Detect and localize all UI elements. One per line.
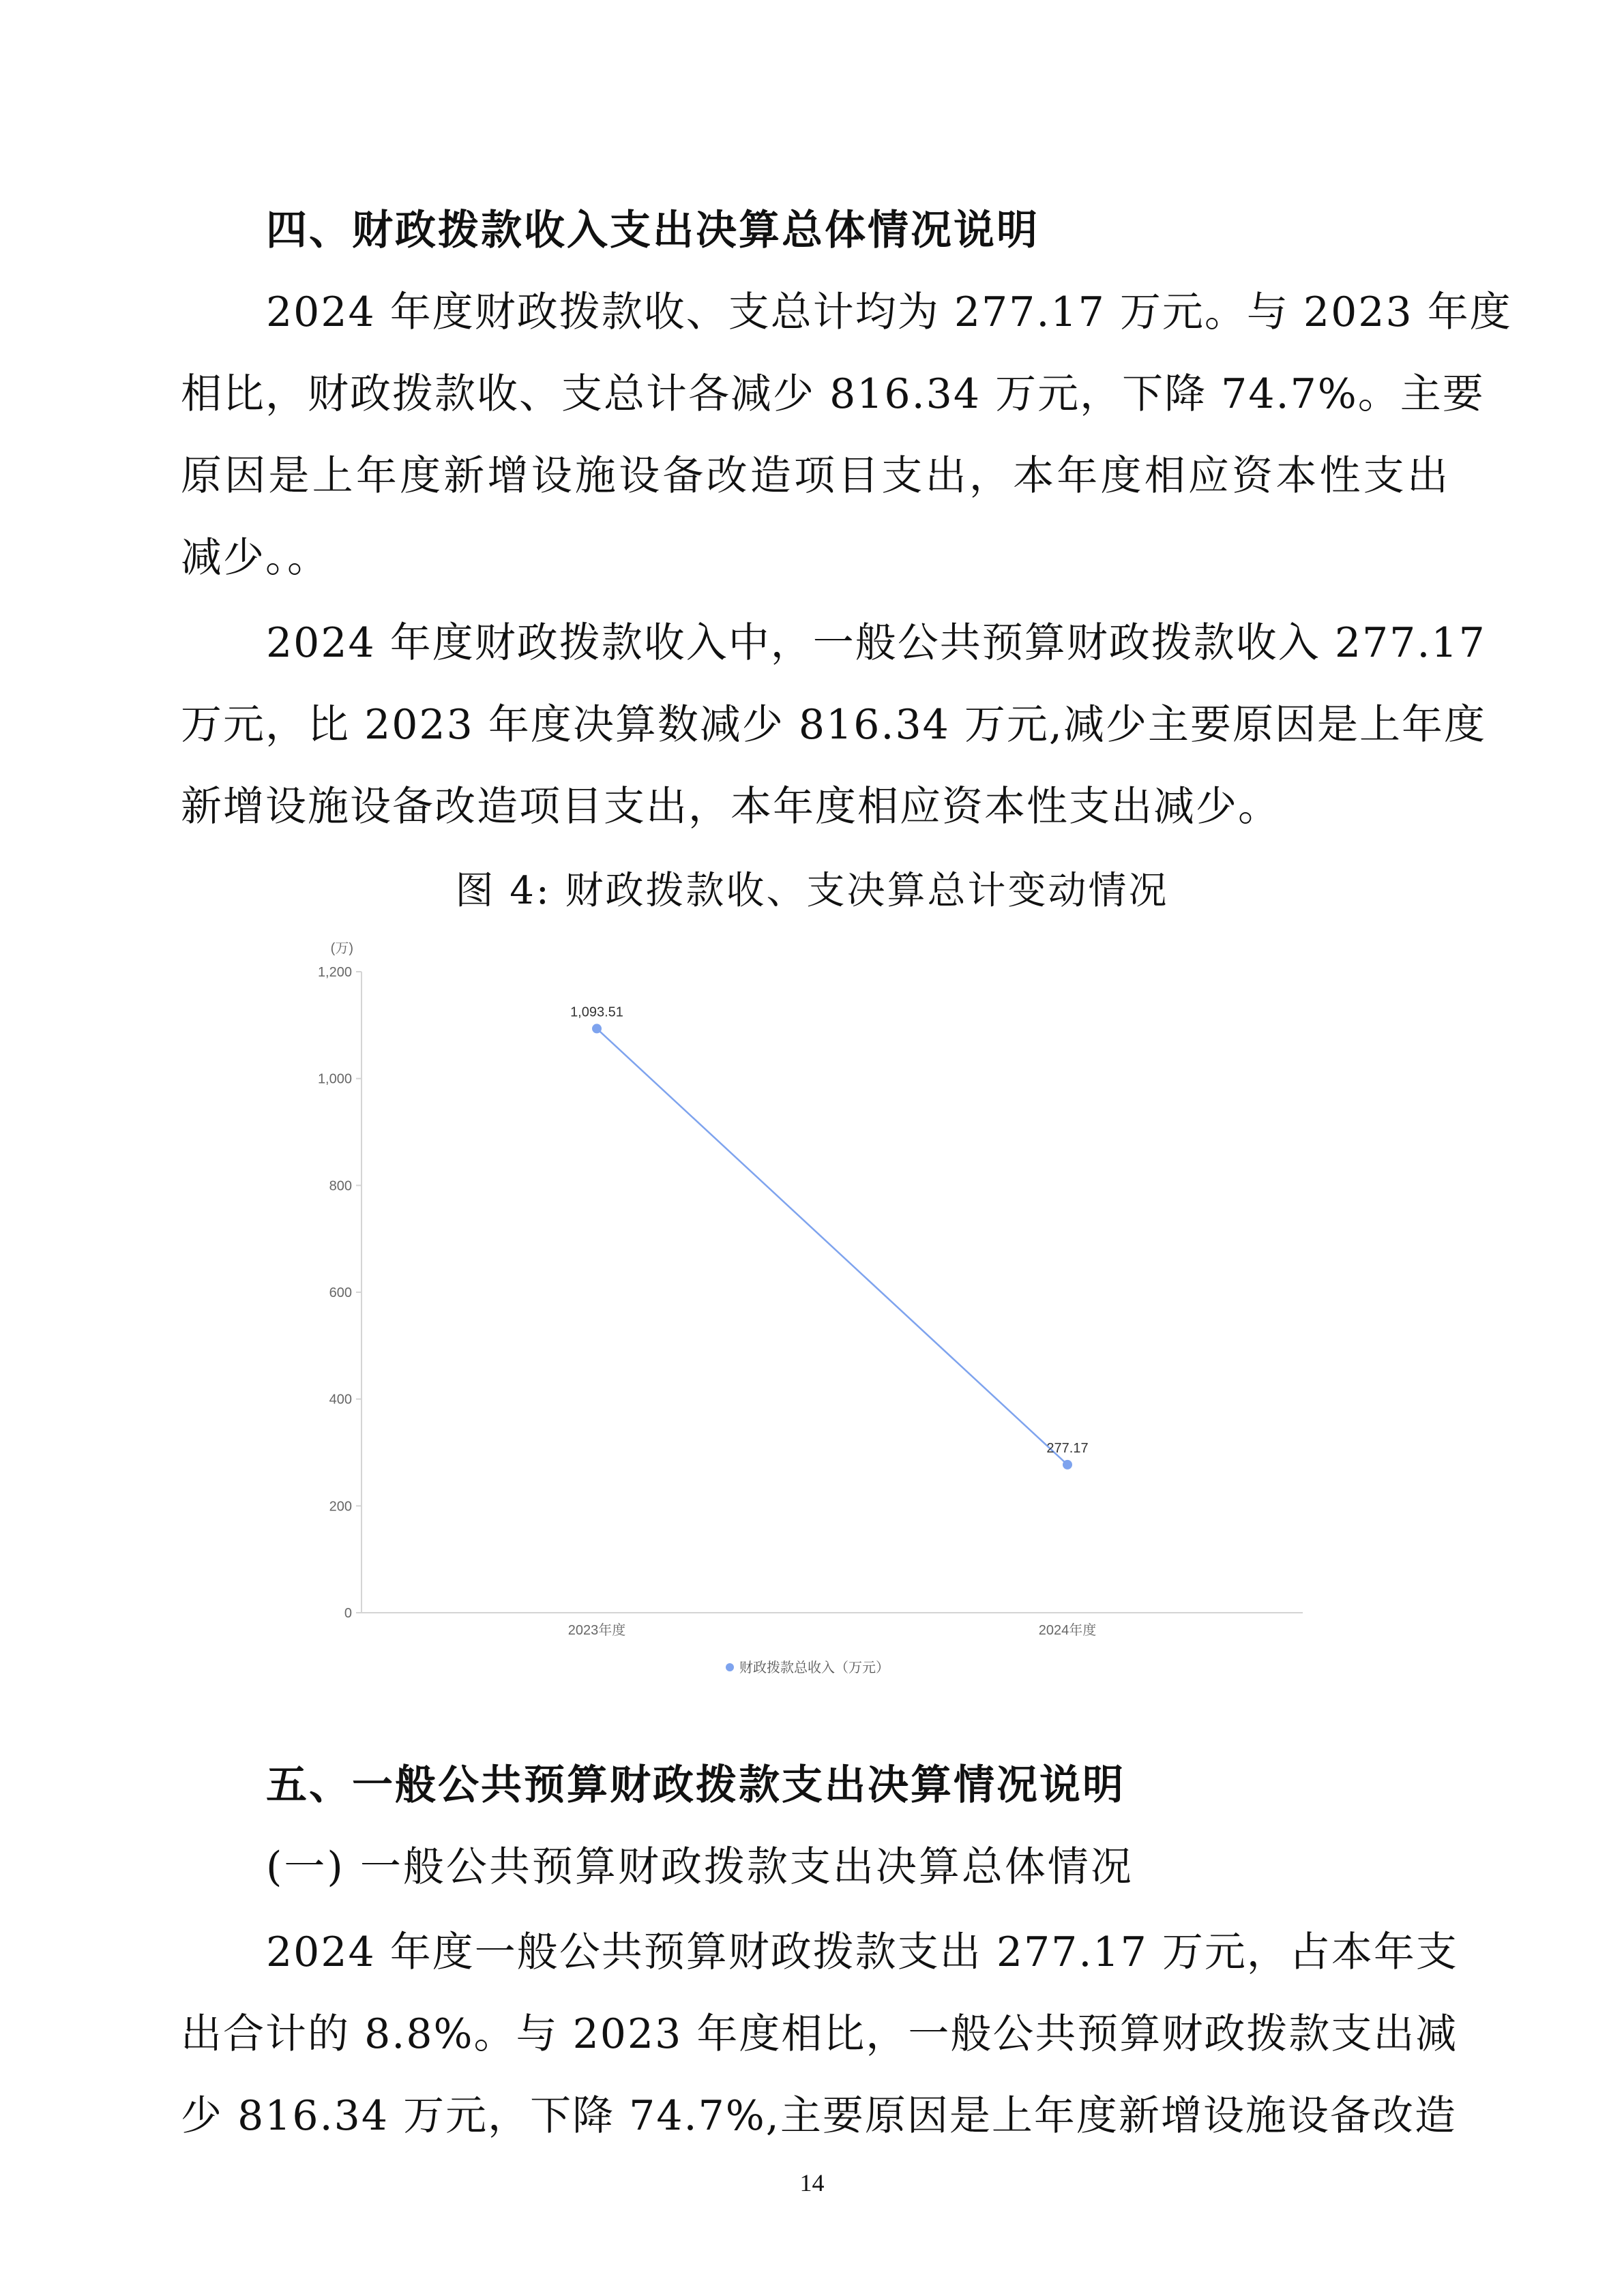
paragraph-line: 万元，比 2023 年度决算数减少 816.34 万元,减少主要原因是上年度 (181, 701, 1486, 749)
data-point (592, 1024, 602, 1033)
data-point (1063, 1460, 1072, 1470)
y-tick-label: 0 (344, 1606, 352, 1621)
x-tick-label: 2024年度 (1038, 1623, 1097, 1638)
line-chart-svg (286, 927, 1337, 1698)
paragraph-line: 少 816.34 万元，下降 74.7%,主要原因是上年度新增设施设备改造 (181, 2092, 1457, 2140)
section-4-heading: 四、财政拨款收入支出决算总体情况说明 (266, 207, 1039, 254)
x-tick-label: 2023年度 (567, 1623, 626, 1638)
line-chart (286, 927, 1337, 1698)
y-tick-label: 1,200 (317, 965, 352, 980)
section-5-heading: 五、一般公共预算财政拨款支出决算情况说明 (266, 1761, 1125, 1809)
page-number: 14 (799, 2169, 825, 2196)
paragraph-line: 出合计的 8.8%。与 2023 年度相比，一般公共预算财政拨款支出减 (181, 2010, 1458, 2058)
paragraph-line: 原因是上年度新增设施设备改造项目支出，本年度相应资本性支出 (181, 452, 1449, 500)
y-tick-label: 800 (329, 1178, 352, 1194)
y-tick-label: 200 (329, 1499, 352, 1515)
section-5-subheading: (一) 一般公共预算财政拨款支出决算总体情况 (266, 1843, 1134, 1891)
legend-label: 财政拨款总收入（万元） (739, 1660, 889, 1675)
paragraph-line: 相比，财政拨款收、支总计各减少 816.34 万元，下降 74.7%。主要 (181, 370, 1485, 418)
data-label: 1,093.51 (570, 1004, 623, 1020)
data-label: 277.17 (1046, 1440, 1089, 1456)
paragraph-line: 减少。。 (181, 534, 329, 582)
y-tick-label: 400 (329, 1392, 352, 1407)
paragraph-line: 2024 年度一般公共预算财政拨款支出 277.17 万元，占本年支 (266, 1928, 1458, 1976)
legend-marker (726, 1663, 734, 1671)
y-axis-unit-label: (万) (330, 941, 353, 956)
y-tick-label: 600 (329, 1285, 352, 1300)
paragraph-line: 2024 年度财政拨款收、支总计均为 277.17 万元。与 2023 年度 (266, 288, 1512, 336)
series-line (597, 1028, 1067, 1464)
y-tick-label: 1,000 (317, 1071, 352, 1087)
paragraph-line: 2024 年度财政拨款收入中，一般公共预算财政拨款收入 277.17 (266, 619, 1486, 667)
figure-caption: 图 4: 财政拨款收、支决算总计变动情况 (455, 869, 1169, 913)
paragraph-line: 新增设施设备改造项目支出，本年度相应资本性支出减少。 (181, 783, 1280, 831)
